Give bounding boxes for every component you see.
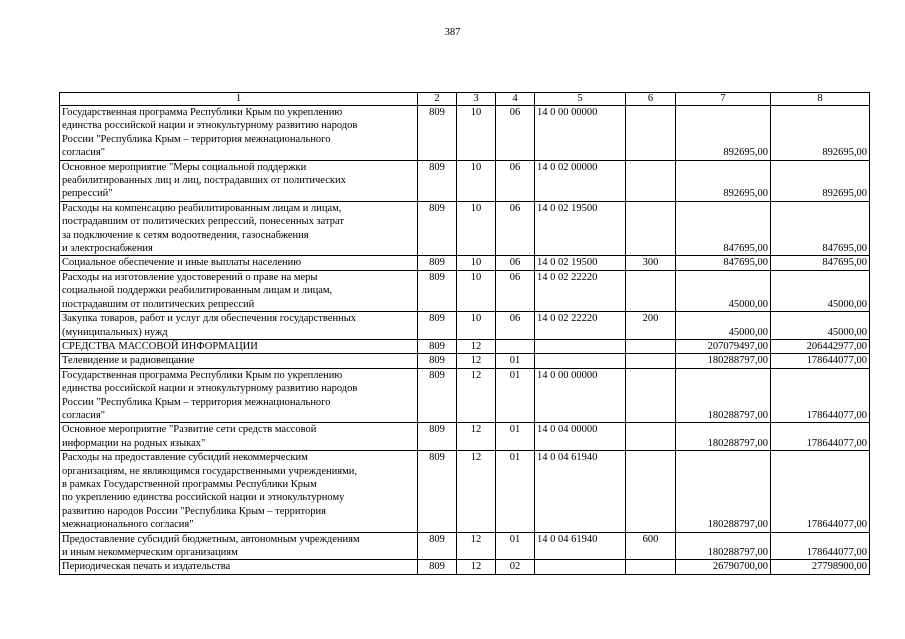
page-number: 387	[444, 27, 461, 38]
cell-section-code: 12	[457, 368, 496, 423]
table-header-row	[60, 93, 870, 106]
cell-section-code: 12	[457, 532, 496, 560]
cell-ministry-code: 809	[418, 451, 457, 532]
description-line: организациям, не являющимся государственными учреждениями,	[62, 465, 357, 477]
cell-ministry-code: 809	[418, 312, 457, 340]
table-row	[60, 339, 870, 353]
cell-amount-col7: 180288797,00	[676, 368, 771, 423]
cell-section-code: 12	[457, 423, 496, 451]
cell-ministry-code: 809	[418, 256, 457, 270]
description-line: информации на родных языках"	[62, 437, 206, 449]
description-line: развитию народов России "Республика Крым – территория	[62, 505, 326, 517]
cell-amount-col7: 207079497,00	[676, 339, 771, 353]
description-line: (муниципальных) нужд	[62, 326, 168, 338]
cell-target-article: 14 0 02 22220	[535, 312, 626, 340]
cell-description	[60, 532, 418, 560]
cell-section-code: 12	[457, 560, 496, 574]
description-line: Основное мероприятие "Развитие сети средств массовой	[62, 424, 317, 436]
description-line: Расходы на изготовление удостоверений о праве на меры	[62, 271, 318, 283]
cell-amount-col8: 178644077,00	[771, 354, 870, 368]
cell-amount-col7: 180288797,00	[676, 423, 771, 451]
cell-section-code: 10	[457, 160, 496, 201]
cell-subsection-code: 02	[496, 560, 535, 574]
cell-ministry-code: 809	[418, 339, 457, 353]
description-line: согласия"	[62, 409, 105, 421]
cell-amount-col8: 892695,00	[771, 160, 870, 201]
cell-amount-col8: 178644077,00	[771, 368, 870, 423]
description-line: Государственная программа Республики Крым по укреплению	[62, 369, 343, 381]
cell-amount-col8: 27798900,00	[771, 560, 870, 574]
cell-target-article	[535, 354, 626, 368]
cell-amount-col8: 847695,00	[771, 256, 870, 270]
cell-target-article: 14 0 00 00000	[535, 106, 626, 161]
cell-amount-col7: 847695,00	[676, 201, 771, 256]
cell-description	[60, 106, 418, 161]
description-line: согласия"	[62, 147, 105, 159]
cell-subsection-code: 06	[496, 270, 535, 311]
cell-ministry-code: 809	[418, 270, 457, 311]
table-row	[60, 256, 870, 270]
cell-description	[60, 201, 418, 256]
header-col-7: 7	[676, 93, 771, 106]
cell-ministry-code: 809	[418, 532, 457, 560]
cell-ministry-code: 809	[418, 106, 457, 161]
cell-subsection-code: 06	[496, 160, 535, 201]
cell-ministry-code: 809	[418, 354, 457, 368]
cell-amount-col7: 180288797,00	[676, 354, 771, 368]
cell-amount-col7: 892695,00	[676, 106, 771, 161]
cell-description	[60, 560, 418, 574]
description-line: репрессий"	[62, 188, 113, 200]
description-line: пострадавшим от политических репрессий, понесенных затрат	[62, 216, 344, 228]
cell-amount-col7: 45000,00	[676, 312, 771, 340]
table-row	[60, 560, 870, 574]
description-line: в рамках Государственной программы Республики Крым	[62, 478, 317, 490]
cell-expense-type	[626, 423, 676, 451]
cell-description	[60, 451, 418, 532]
description-line: Расходы на предоставление субсидий некоммерческим	[62, 452, 308, 464]
cell-target-article	[535, 560, 626, 574]
description-line: и иным некоммерческим организациям	[62, 547, 238, 558]
cell-amount-col8: 178644077,00	[771, 532, 870, 560]
cell-amount-col7: 180288797,00	[676, 532, 771, 560]
description-line: Телевидение и радиовещание	[62, 355, 195, 367]
cell-ministry-code: 809	[418, 560, 457, 574]
table-row	[60, 201, 870, 256]
description-line: Предоставление субсидий бюджетным, автономным учреждениям	[62, 533, 360, 545]
header-col-2: 2	[418, 93, 457, 106]
cell-description	[60, 354, 418, 368]
description-line: единства российской нации и этнокультурному развитию народов	[62, 120, 358, 132]
cell-expense-type: 300	[626, 256, 676, 270]
cell-subsection-code: 01	[496, 423, 535, 451]
description-line: и электроснабжения	[62, 243, 153, 255]
description-line: социальной поддержки реабилитированным лицам и лицам,	[62, 285, 333, 297]
header-col-3: 3	[457, 93, 496, 106]
table-row	[60, 368, 870, 423]
cell-section-code: 12	[457, 354, 496, 368]
cell-subsection-code	[496, 339, 535, 353]
cell-subsection-code: 01	[496, 532, 535, 560]
cell-expense-type	[626, 354, 676, 368]
cell-amount-col8: 45000,00	[771, 270, 870, 311]
cell-amount-col7: 847695,00	[676, 256, 771, 270]
cell-subsection-code: 01	[496, 354, 535, 368]
cell-subsection-code: 06	[496, 312, 535, 340]
cell-description	[60, 256, 418, 270]
cell-expense-type: 600	[626, 532, 676, 560]
description-line: Закупка товаров, работ и услуг для обеспечения государственных	[62, 313, 357, 325]
cell-section-code: 10	[457, 270, 496, 311]
table-row	[60, 106, 870, 161]
header-col-5: 5	[535, 93, 626, 106]
cell-amount-col7: 26790700,00	[676, 560, 771, 574]
budget-table	[59, 92, 870, 575]
description-line: пострадавшим от политических репрессий	[62, 298, 255, 310]
description-line: Периодическая печать и издательства	[62, 561, 231, 573]
cell-target-article: 14 0 04 00000	[535, 423, 626, 451]
cell-description	[60, 339, 418, 353]
cell-expense-type	[626, 270, 676, 311]
description-line: Основное мероприятие "Меры социальной поддержки	[62, 161, 307, 173]
cell-target-article: 14 0 02 00000	[535, 160, 626, 201]
budget-table-body	[60, 93, 870, 575]
header-col-6: 6	[626, 93, 676, 106]
description-line: Государственная программа Республики Крым по укреплению	[62, 107, 343, 118]
description-line: за подключение к сетям водоотведения, газоснабжения	[62, 229, 309, 241]
cell-ministry-code: 809	[418, 368, 457, 423]
cell-amount-col8: 178644077,00	[771, 423, 870, 451]
header-col-1: 1	[60, 93, 418, 106]
description-line: единства российской нации и этнокультурному развитию народов	[62, 383, 358, 395]
cell-description	[60, 423, 418, 451]
table-row	[60, 451, 870, 532]
cell-section-code: 12	[457, 339, 496, 353]
cell-amount-col8: 45000,00	[771, 312, 870, 340]
cell-section-code: 10	[457, 201, 496, 256]
description-line: межнационального согласия"	[62, 519, 194, 531]
header-col-8: 8	[771, 93, 870, 106]
cell-subsection-code: 06	[496, 201, 535, 256]
cell-amount-col8: 847695,00	[771, 201, 870, 256]
cell-description	[60, 312, 418, 340]
table-row	[60, 354, 870, 368]
cell-ministry-code: 809	[418, 201, 457, 256]
cell-amount-col7: 45000,00	[676, 270, 771, 311]
cell-target-article: 14 0 04 61940	[535, 532, 626, 560]
table-row	[60, 423, 870, 451]
cell-description	[60, 160, 418, 201]
cell-expense-type	[626, 560, 676, 574]
description-line: реабилитированных лиц и лиц, пострадавших от политических	[62, 175, 346, 187]
cell-amount-col8: 178644077,00	[771, 451, 870, 532]
cell-section-code: 12	[457, 451, 496, 532]
cell-section-code: 10	[457, 256, 496, 270]
description-line: Социальное обеспечение и иные выплаты населению	[62, 257, 302, 269]
cell-target-article: 14 0 02 19500	[535, 201, 626, 256]
cell-target-article: 14 0 02 22220	[535, 270, 626, 311]
cell-amount-col8: 892695,00	[771, 106, 870, 161]
table-row	[60, 532, 870, 560]
cell-target-article: 14 0 00 00000	[535, 368, 626, 423]
description-line: России "Республика Крым – территория межнационального	[62, 396, 331, 408]
cell-section-code: 10	[457, 312, 496, 340]
cell-subsection-code: 06	[496, 106, 535, 161]
cell-subsection-code: 01	[496, 451, 535, 532]
cell-target-article: 14 0 02 19500	[535, 256, 626, 270]
cell-expense-type	[626, 368, 676, 423]
table-row	[60, 160, 870, 201]
cell-ministry-code: 809	[418, 160, 457, 201]
cell-section-code: 10	[457, 106, 496, 161]
table-row	[60, 270, 870, 311]
cell-expense-type: 200	[626, 312, 676, 340]
cell-amount-col7: 180288797,00	[676, 451, 771, 532]
cell-amount-col8: 206442977,00	[771, 339, 870, 353]
cell-target-article: 14 0 04 61940	[535, 451, 626, 532]
cell-target-article	[535, 339, 626, 353]
cell-subsection-code: 06	[496, 256, 535, 270]
description-line: России "Республика Крым – территория межнационального	[62, 133, 331, 145]
description-line: СРЕДСТВА МАССОВОЙ ИНФОРМАЦИИ	[62, 340, 258, 352]
cell-description	[60, 368, 418, 423]
table-row	[60, 312, 870, 340]
cell-expense-type	[626, 339, 676, 353]
cell-expense-type	[626, 106, 676, 161]
cell-expense-type	[626, 451, 676, 532]
cell-amount-col7: 892695,00	[676, 160, 771, 201]
cell-expense-type	[626, 201, 676, 256]
cell-expense-type	[626, 160, 676, 201]
header-col-4: 4	[496, 93, 535, 106]
cell-description	[60, 270, 418, 311]
cell-ministry-code: 809	[418, 423, 457, 451]
description-line: Расходы на компенсацию реабилитированным лицам и лицам,	[62, 202, 342, 214]
description-line: по укреплению единства российской нации и этнокультурному	[62, 492, 345, 504]
cell-subsection-code: 01	[496, 368, 535, 423]
